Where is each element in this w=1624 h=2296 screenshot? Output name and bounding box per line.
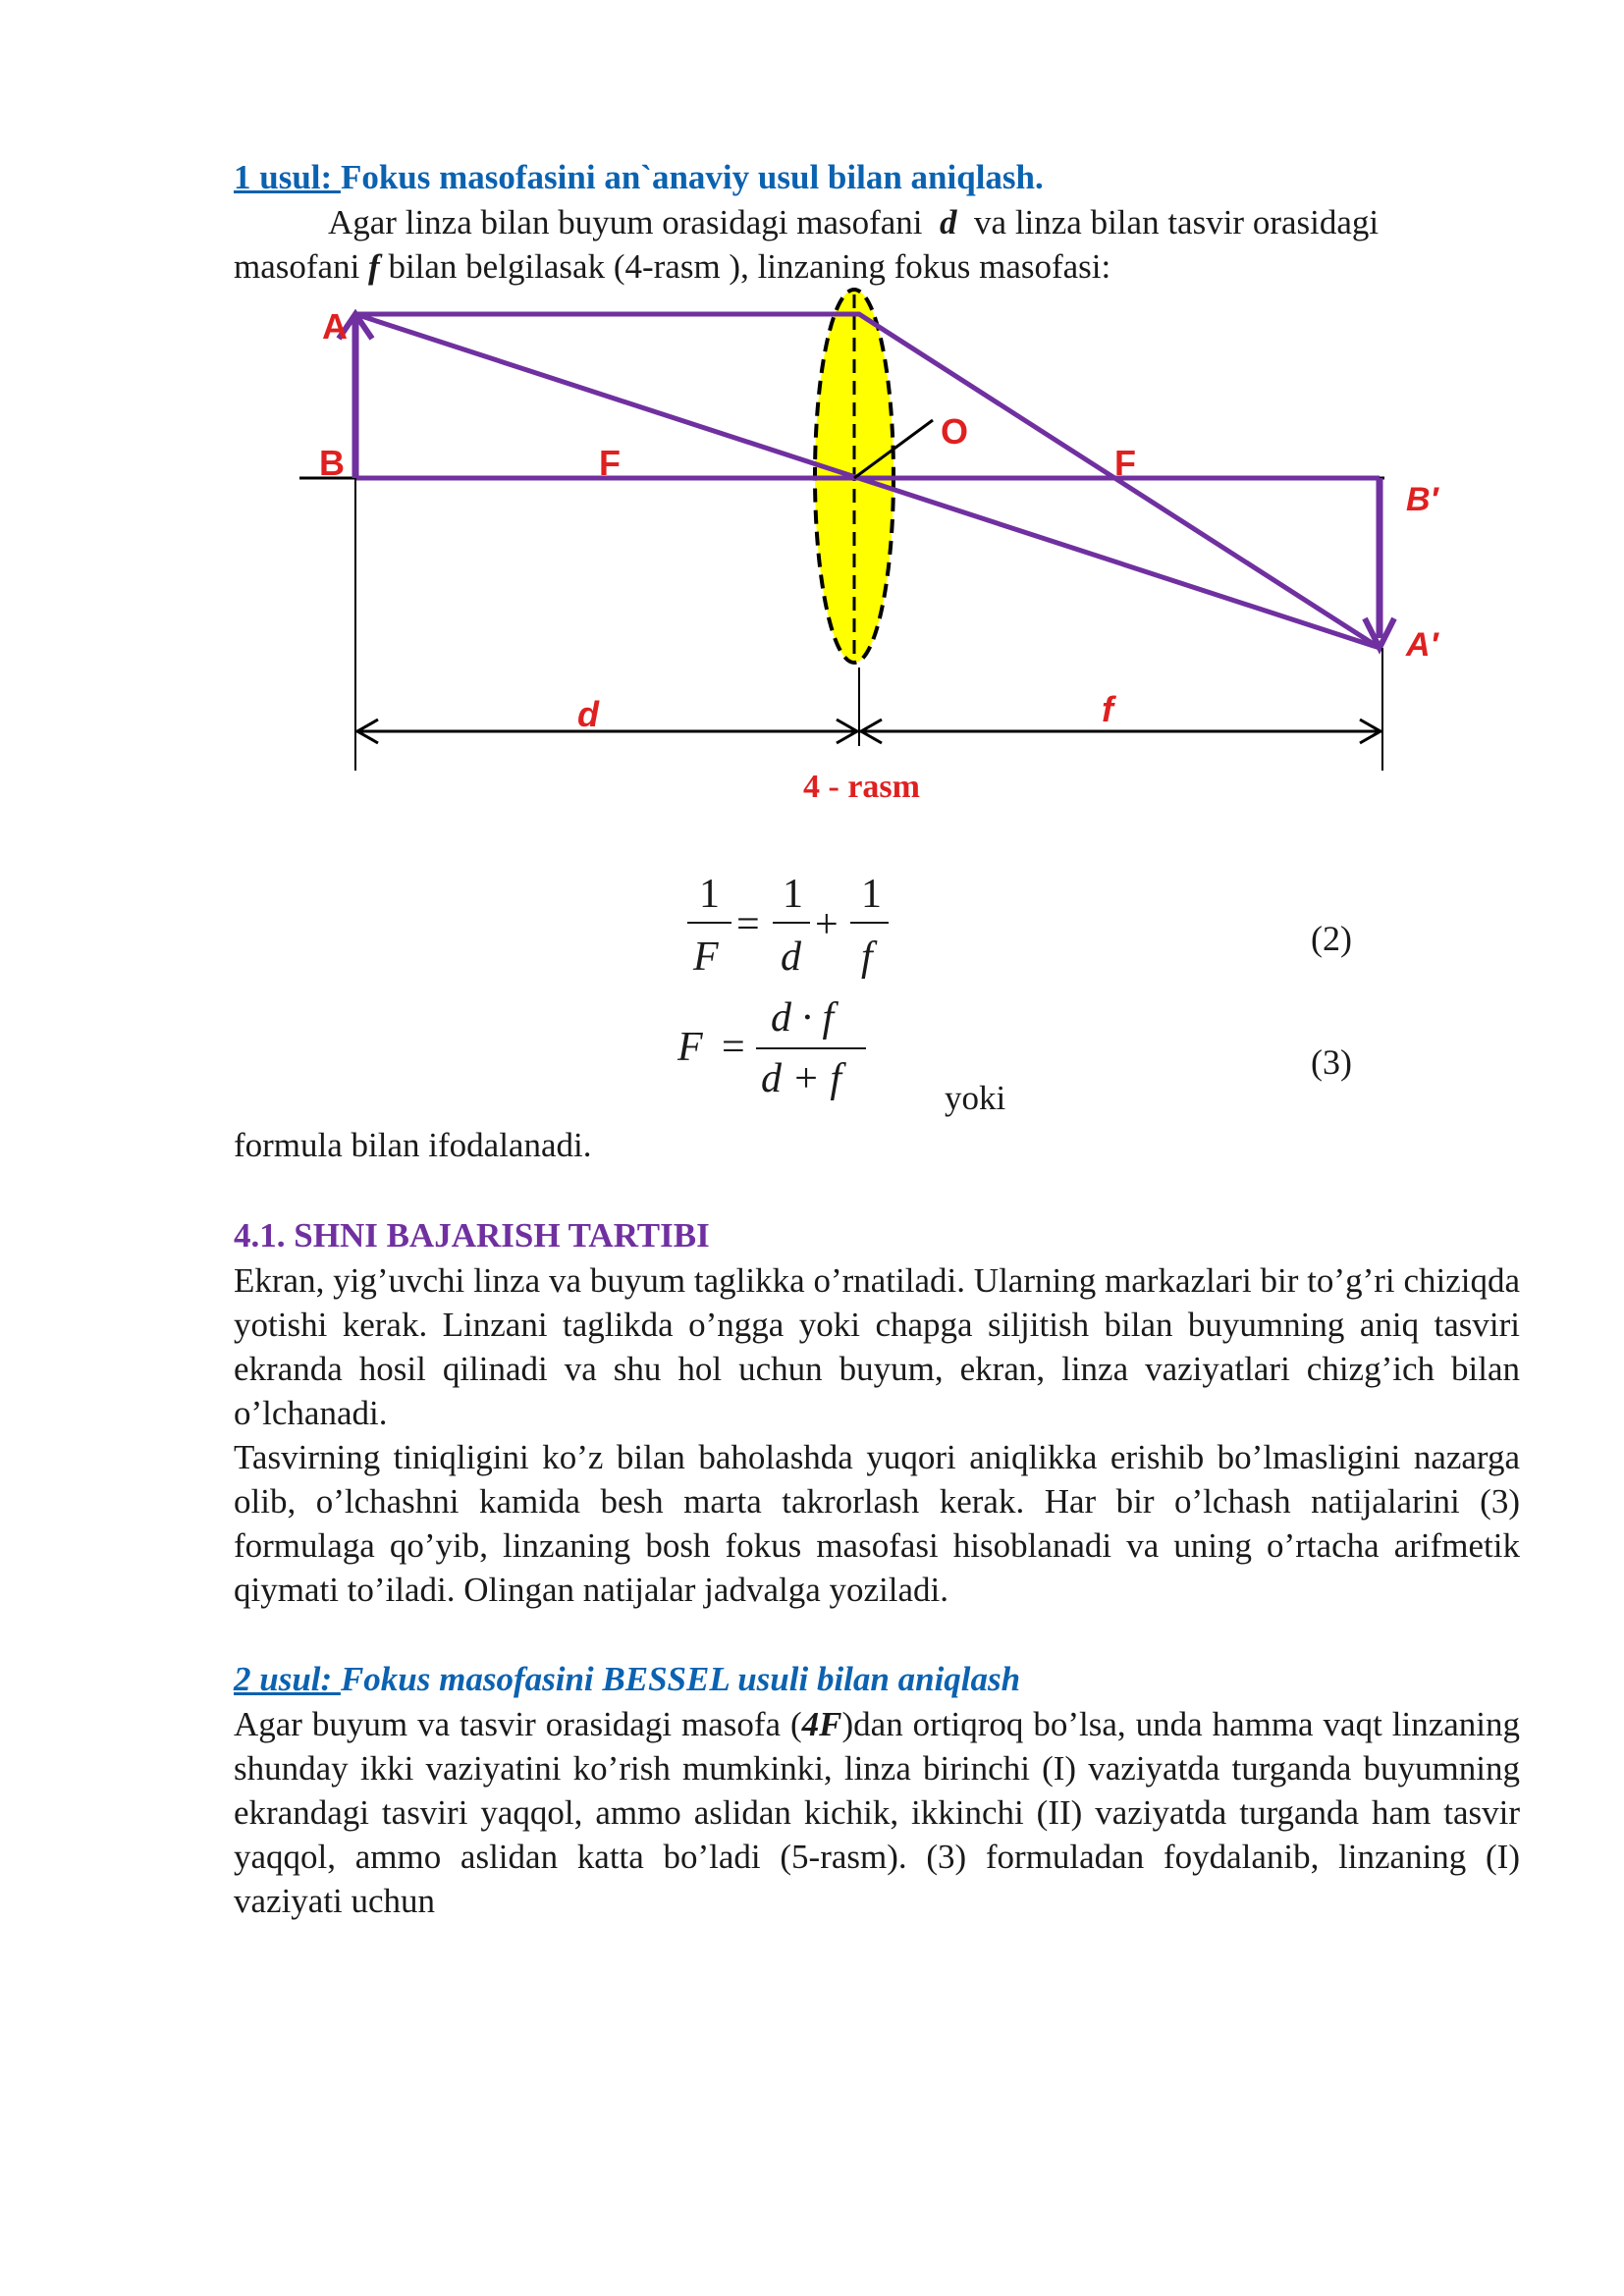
eq2-plus: + bbox=[815, 902, 839, 947]
section1-line1-b: va linza bilan tasvir orasidagi bbox=[974, 203, 1380, 241]
label-B: B bbox=[319, 443, 345, 483]
formula-conclusion: formula bilan ifodalanadi. bbox=[234, 1126, 592, 1164]
eq3-number: (3) bbox=[1311, 1042, 1352, 1082]
variable-f: f bbox=[368, 247, 380, 286]
eq2-t1-den: d bbox=[781, 934, 801, 980]
eq3-numerator: d · f bbox=[771, 995, 835, 1041]
eq2-number: (2) bbox=[1311, 919, 1352, 958]
section2-heading-title: Fokus masofasini BESSEL usuli bilan aniqlash bbox=[340, 1660, 1021, 1698]
label-B-prime: B′ bbox=[1406, 481, 1438, 518]
section41-heading: 4.1. SHNI BAJARISH TARTIBI bbox=[234, 1216, 710, 1255]
section2-paragraph-bold: 4F bbox=[801, 1705, 842, 1743]
section1-heading-prefix: 1 usul: bbox=[234, 158, 341, 196]
eq2-t1-num: 1 bbox=[783, 872, 803, 917]
label-A-prime: A′ bbox=[1406, 626, 1438, 664]
section2-paragraph-b: )dan ortiqroq bo’lsa, unda hamma vaqt linzaning shunday ikki vaziyatini ko’rish mumkinki, linza birinchi (I) vaziyatda turganda buyumning ekrandagi tasviri yaqqol, ammo aslidan kichik, ikkinchi (II) vaziyatda turganda ham tasvir yaqqol, ammo aslidan katta bo’ladi (5-rasm). (3) formuladan foydalanib, linzaning (I) vaziyati uchun bbox=[234, 1705, 1520, 1920]
eq3-lhs: F bbox=[677, 1025, 703, 1070]
label-O: O bbox=[941, 411, 969, 452]
figure-caption: 4 - rasm bbox=[803, 769, 920, 805]
eq2-lhs-den: F bbox=[693, 934, 719, 980]
section41-paragraph-1: Ekran, yig’uvchi linza va buyum taglikka o’rnatiladi. Ularning markazlari bir to’g’ri chiziqda yotishi kerak. Linzani taglikda o’ngga yoki chapga siljitish bilan buyumning aniq tasviri ekranda hosil qilinadi va shu hol uchun buyum, ekran, linza vaziyatlari chizg’ich bilan o’lchanadi. bbox=[234, 1261, 1520, 1432]
eq3-trailing-word: yoki bbox=[945, 1079, 1006, 1117]
label-F-right: F bbox=[1114, 443, 1136, 483]
label-A: A bbox=[322, 306, 348, 347]
eq2-equals: = bbox=[736, 902, 760, 947]
section2-paragraph bbox=[234, 1702, 1520, 1923]
label-f: f bbox=[1102, 689, 1113, 729]
section41-paragraph-2: Tasvirning tiniqligini ko’z bilan baholashda yuqori aniqlikka erishib bo’lmasligini nazarga olib, o’lchashni kamida besh marta takrorlash kerak. Har bir o’lchash natijalarini (3) formulaga qo’yib, linzaning bosh fokus masofasi hisoblanadi va uning o’rtacha arifmetik qiymati to’iladi. Olingan natijalar jadvalga yoziladi. bbox=[234, 1438, 1520, 1609]
section2-paragraph-a: Agar buyum va tasvir orasidagi masofa ( bbox=[234, 1705, 802, 1743]
section2-heading-prefix: 2 usul: bbox=[234, 1660, 341, 1698]
section1-heading-title: Fokus masofasini an`anaviy usul bilan aniqlash. bbox=[340, 158, 1044, 196]
variable-d: d bbox=[940, 203, 957, 241]
eq3-equals: = bbox=[722, 1025, 745, 1070]
section1-line2-a: masofani bbox=[234, 247, 360, 286]
section2-heading bbox=[234, 1657, 1520, 1701]
eq2-t2-num: 1 bbox=[861, 872, 882, 917]
label-F-left: F bbox=[599, 443, 621, 483]
section1-line2-b: bilan belgilasak (4-rasm ), linzaning fokus masofasi: bbox=[388, 247, 1111, 286]
eq2-t2-den: f bbox=[861, 934, 873, 980]
section1-line1-a: Agar linza bilan buyum orasidagi masofani bbox=[328, 203, 923, 241]
eq3-denominator: d + f bbox=[761, 1056, 842, 1101]
eq2-lhs-num: 1 bbox=[699, 872, 720, 917]
label-d: d bbox=[577, 694, 599, 734]
